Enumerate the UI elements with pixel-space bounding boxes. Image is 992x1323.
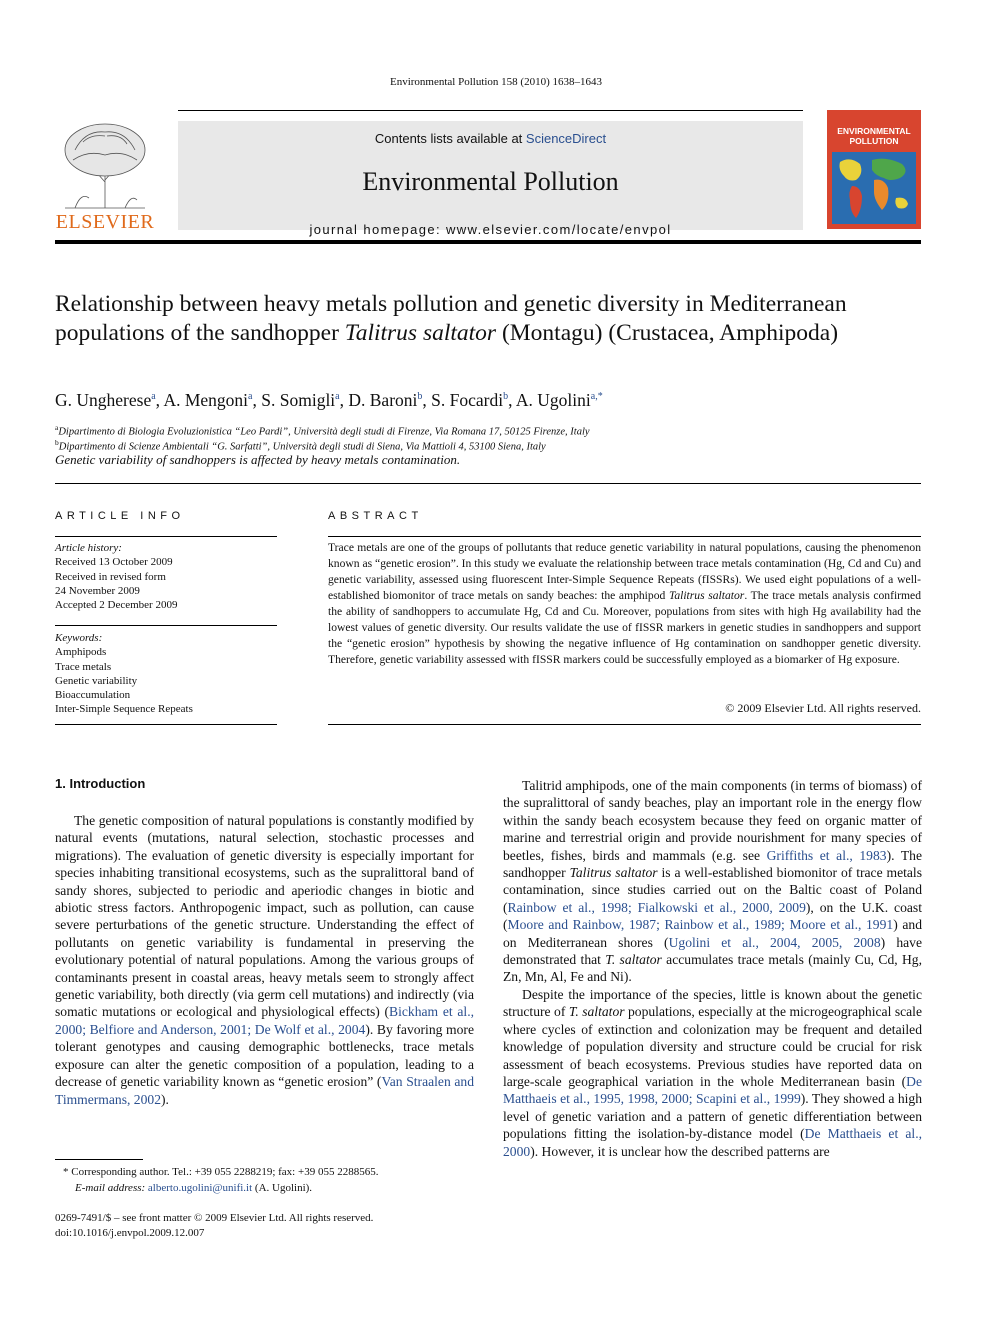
keywords <box>55 631 277 717</box>
divider <box>55 724 277 725</box>
title-text-2: (Montagu) (Crustacea, Amphipoda) <box>496 320 839 346</box>
masthead-top-rule <box>178 110 803 111</box>
divider <box>55 625 277 626</box>
sciencedirect-link[interactable]: ScienceDirect <box>525 131 607 146</box>
cover-title-line1: ENVIRONMENTAL <box>837 126 911 136</box>
title-text-1: Relationship between heavy metals pollution and genetic diversity in Mediterranean populations of the sandhopper <box>55 291 847 346</box>
citation-link[interactable]: Ugolini et al., 2004, 2005, 2008 <box>668 934 881 950</box>
keyword: Bioaccumulation <box>55 689 131 702</box>
intro-paragraph: The genetic composition of natural populations is constantly modified by natural events (mutations, natural selection, stochastic processes and migrations). The evaluation of genetic diversity is especially important for species inhabiting transitional ecosystems, such as the supralittoral band of sandy shores, subjected to periodic and aperiodic changes in biotic and abiotic stress factors. Anthropogenic impact, such as pollution, can cause severe perturbations of the genetic structure. Understanding the effect of pollutants on genetic variability is fundamental in preserving the evolutionary potential of natural populations. Among the various groups of contaminants present in coastal areas, heavy metals seem to strongly affect genetic variability, both directly (via germ cell mutations) and indirectly (via somatic mutations or ecological and physiological effects) (Bickham et al., 2000; Belfiore and Anderson, 2001; De Wolf et al., 2004). By favoring more tolerant genotypes and causing demographic bottlenecks, trace metals exposure can alter the genetic composition of a population, leading to a decrease of genetic variability known as “genetic erosion” (Van Straalen and Timmermans, 2002). <box>55 813 474 1107</box>
journal-cover-thumbnail <box>827 110 921 229</box>
article-highlight: Genetic variability of sandhoppers is affected by heavy metals contamination. <box>55 452 461 467</box>
author: A. Mengoni$^a$ <box>163 390 253 410</box>
author: G. Ungherese$^a$ <box>55 390 156 410</box>
author-list: G. Ungherese$^a$, A. Mengoni$^a$, S. Somigli$^a$, D. Baroni$^b$, S. Focardi$^b$, A. Ugolini$^{a,*}$ <box>55 390 603 410</box>
masthead-bottom-rule <box>55 240 921 244</box>
keyword: Genetic variability <box>55 674 138 687</box>
journal-name: Environmental Pollution <box>362 167 619 196</box>
intro-right-column <box>503 777 922 1160</box>
keyword: Inter-Simple Sequence Repeats <box>55 703 193 716</box>
footnote-rule <box>55 1159 143 1160</box>
keywords-label: Keywords: <box>55 632 103 644</box>
author: A. Ugolini$^{a,*}$ <box>515 390 603 410</box>
divider <box>55 483 921 484</box>
abstract-heading: ABSTRACT <box>328 510 423 522</box>
article-title <box>55 290 925 348</box>
journal-masthead <box>55 110 921 248</box>
author: S. Somigli$^a$ <box>261 390 340 410</box>
cover-title-line2: POLLUTION <box>849 136 899 146</box>
affiliation-b: $^b$Dipartimento di Scienze Ambientali “G. Sarfatti”, Università degli studi di Siena, Via Mattioli 4, 53100 Siena, Italy <box>55 438 546 453</box>
divider <box>55 536 277 537</box>
article-history-label: Article history: <box>55 542 122 554</box>
corresponding-author-marker[interactable]: * <box>597 391 603 403</box>
intro-left-column <box>55 812 474 1108</box>
journal-homepage[interactable]: journal homepage: www.elsevier.com/locate/envpol <box>309 222 672 237</box>
citation-link[interactable]: Moore and Rainbow, 1987; Rainbow et al., 1989; Moore et al., 1991 <box>507 917 894 933</box>
abstract-copyright: © 2009 Elsevier Ltd. All rights reserved. <box>725 701 921 715</box>
cover-world-map <box>832 152 916 224</box>
history-item: 24 November 2009 <box>55 584 140 597</box>
citation-link[interactable]: Bickham et al., 2000; Belfiore and Anderson, 2001; De Wolf et al., 2004 <box>55 1004 474 1037</box>
cover-title <box>827 126 921 146</box>
issn-line: 0269-7491/$ – see front matter © 2009 Elsevier Ltd. All rights reserved. <box>55 1212 374 1224</box>
keyword: Trace metals <box>55 660 112 673</box>
divider <box>328 536 921 537</box>
journal-citation: Environmental Pollution 158 (2010) 1638–1643 <box>389 76 603 88</box>
affiliation-a: $^a$Dipartimento di Biologia Evoluzionistica “Leo Pardi”, Università degli studi di Firenze, Via Romana 17, 50125 Firenze, Italy <box>55 423 590 438</box>
citation-link[interactable]: Van Straalen and Timmermans, 2002 <box>55 1074 474 1107</box>
article-info-heading: ARTICLE INFO <box>55 510 185 522</box>
citation-link[interactable]: De Matthaeis et al., 1995, 1998, 2000; Scapini et al., 1999 <box>503 1073 922 1107</box>
citation-link[interactable]: Griffiths et al., 1983 <box>766 847 887 863</box>
keyword: Amphipods <box>55 646 107 659</box>
abstract-text: Trace metals are one of the groups of pollutants that reduce genetic variability in natural populations, causing the phenomenon known as “genetic erosion”. In this study we evaluate the relationship between trace metals contamination (Hg, Cd and Cu) and genetic variability, assessed using fluorescent Inter-Simple Sequence Repeats (fISSRs). We used eight populations of a well-established biomonitor of trace metals on sandy beaches: the amphipod Talitrus saltator. The trace metals analysis confirmed the ability of sandhoppers to accumulate Hg, Cd and Cu. Moreover, populations from sites with high Hg availability had the lowest values of genetic diversity. Our results validate the use of fISSR markers in genetic studies in sandhoppers and support the “genetic erosion” hypothesis by showing the negative influence of Hg contamination on sandhopper genetic diversity. Therefore, genetic variability assessed with fISSR markers could be successfully employed as a biomarker of Hg exposure. <box>328 541 922 666</box>
corresponding-author-footnote: * Corresponding author. Tel.: +39 055 2288219; fax: +39 055 2288565. <box>63 1166 379 1178</box>
citation-link[interactable]: De Matthaeis et al., 2000 <box>503 1126 922 1159</box>
section-heading-introduction: 1. Introduction <box>55 776 146 791</box>
author: D. Baroni$^b$ <box>348 390 423 410</box>
divider <box>328 724 921 725</box>
elsevier-wordmark: ELSEVIER <box>55 211 155 233</box>
article-history <box>55 541 277 612</box>
email-footnote: E-mail address: alberto.ugolini@unifi.it (A. Ugolini). <box>75 1182 313 1194</box>
title-species: Talitrus saltator <box>344 320 497 346</box>
journal-banner <box>178 121 803 237</box>
citation-link[interactable]: Rainbow et al., 1998; Fialkowski et al., 2000, 2009 <box>507 899 806 915</box>
history-item: Received 13 October 2009 <box>55 556 173 569</box>
intro-paragraph: Talitrid amphipods, one of the main components (in terms of biomass) of the supralittoral of sandy beaches, play an important role in the energy flow within the sandy beach ecosystem because they feed on organic matter of marine and terrestrial origin and provide nourishment for many species of beetles, fishes, birds and mammals (e.g. see Griffiths et al., 1983). The sandhopper Talitrus saltator is a well-established biomonitor of trace metals contamination, since studies carried out on the Baltic coast of Poland (Rainbow et al., 1998; Fialkowski et al., 2000, 2009), on the U.K. coast (Moore and Rainbow, 1987; Rainbow et al., 1989; Moore et al., 1991) and on Mediterranean shores (Ugolini et al., 2004, 2005, 2008) have demonstrated that T. saltator accumulates trace metals (mainly Cu, Cd, Hg, Zn, Mn, Al, Fe and Ni). <box>503 778 922 985</box>
history-item: Received in revised form <box>55 570 166 583</box>
doi-line[interactable]: doi:10.1016/j.envpol.2009.12.007 <box>55 1227 205 1239</box>
history-item: Accepted 2 December 2009 <box>55 599 178 612</box>
contents-available <box>178 131 803 146</box>
email-link[interactable]: alberto.ugolini@unifi.it <box>147 1182 253 1194</box>
intro-paragraph: Despite the importance of the species, little is known about the genetic structure of T. saltator populations, especially at the microgeographical scale where cycles of extinction and colonization may be frequent and detailed knowledge of population diversity and structure could be crucial for risk assessment of beach ecosystems. Previous studies have reported data on large-scale geographical variation in the whole Mediterranean basin (De Matthaeis et al., 1995, 1998, 2000; Scapini et al., 1999). They showed a high level of genetic variation and a pattern of genetic differentiation between populations fitting the isolation-by-distance model (De Matthaeis et al., 2000). However, it is unclear how the described patterns are <box>503 986 923 1159</box>
author: S. Focardi$^b$ <box>431 390 509 410</box>
contents-prefix: Contents lists available at <box>374 131 526 146</box>
